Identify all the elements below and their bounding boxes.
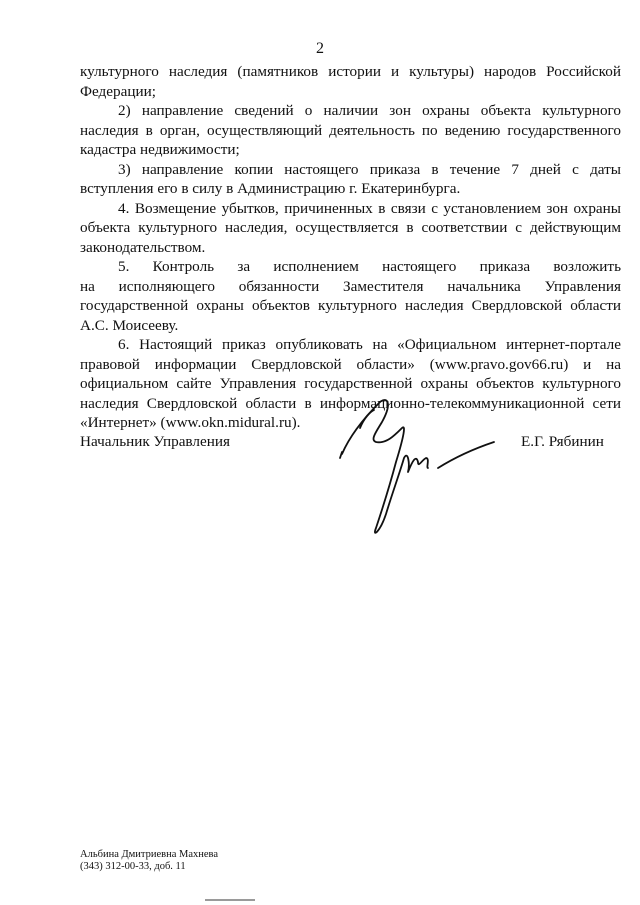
paragraph-2: 2) направление сведений о наличии зон охраны объекта культурного наследия в орган, осуществляющий деятельность по ведению государственного кадастра недвижимости;: [80, 102, 621, 158]
paragraph-4: 4. Возмещение убытков, причиненных в связи с установлением зон охраны объекта культурного наследия, осуществляется в соответствии с действующим законодательством.: [80, 199, 621, 256]
page-number: 2: [316, 40, 324, 57]
paragraph-5-first-line: 5. Контроль за исполнением настоящего приказа возложить: [118, 258, 621, 275]
executor-name: Альбина Дмитриевна Махнева: [80, 849, 219, 860]
handwritten-signature: [330, 392, 500, 542]
paragraph-6: 6. Настоящий приказ опубликовать на «Официальном интернет-портале правовой информации Свердловской области» (www.pravo.gov66.ru) и на официальном сайте Управления государственной охраны объектов культурного наследия Свердловской области в информационно-телекоммуникационной сети «Интернет» (www.okn.midural.ru).: [80, 336, 621, 431]
executor-info: [80, 849, 218, 873]
document-body: [80, 62, 621, 433]
paragraph-3: 3) направление копии настоящего приказа в течение 7 дней с даты вступления его в силу в Администрацию г. Екатеринбурга.: [80, 160, 621, 197]
signatory-name: Е.Г. Рябинин: [521, 433, 604, 450]
signatory-position: Начальник Управления: [80, 433, 230, 450]
paragraph-5-rest: на исполняющего обязанности Заместителя начальника Управления государственной охраны объектов культурного наследия Свердловской области А.С. Моисееву.: [80, 277, 621, 334]
executor-phone: (343) 312-00-33, доб. 11: [80, 861, 186, 872]
paragraph-1: культурного наследия (памятников истории и культуры) народов Российской Федерации;: [80, 63, 621, 100]
scan-artifact: [205, 899, 255, 901]
